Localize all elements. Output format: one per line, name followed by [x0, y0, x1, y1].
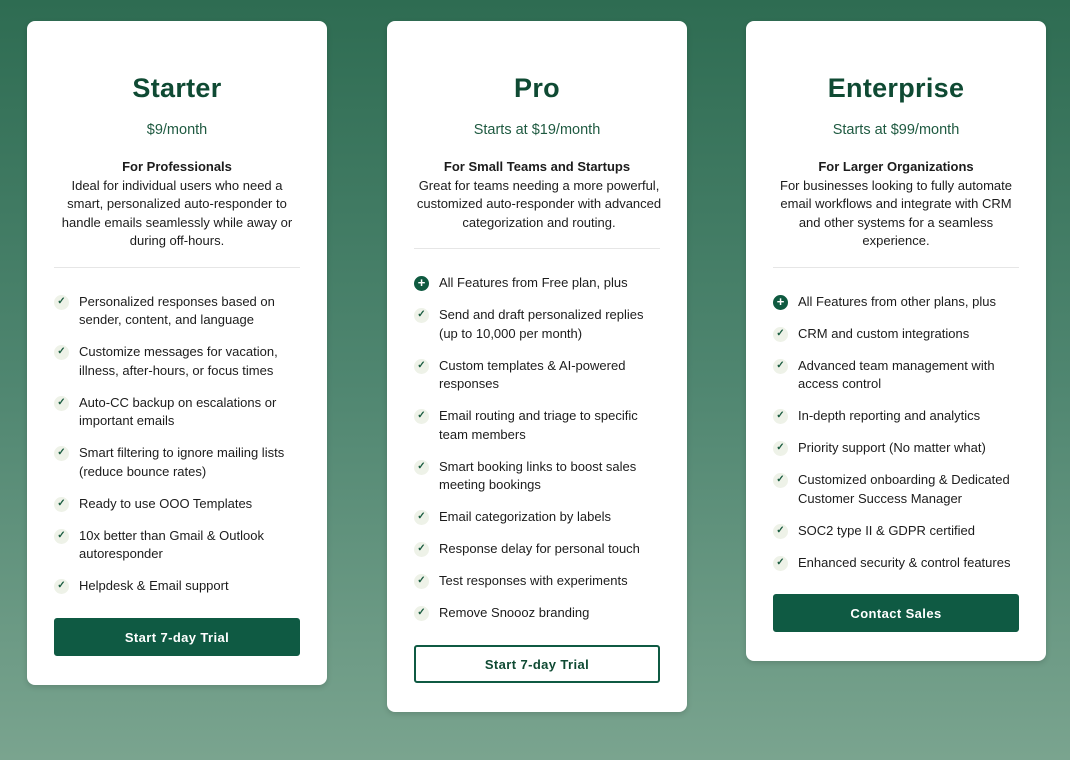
feature-list [54, 293, 300, 596]
plan-subtitle: For Larger Organizations [818, 159, 974, 174]
check-icon: ✓ [54, 396, 69, 411]
feature-item [54, 343, 300, 380]
feature-text: Smart booking links to boost sales meeting bookings [439, 458, 637, 492]
check-icon: ✓ [54, 529, 69, 544]
feature-item [414, 604, 660, 623]
plan-price: Starts at $19/month [473, 122, 601, 138]
feature-item [414, 407, 660, 444]
feature-text: All Features from other plans, plus [798, 293, 996, 309]
feature-item [414, 274, 660, 293]
feature-item [773, 522, 1019, 541]
check-icon: ✓ [414, 460, 429, 475]
check-icon: ✓ [54, 446, 69, 461]
start-trial-button[interactable]: Start 7-day Trial [54, 618, 300, 656]
feature-text: Remove Snoooz branding [439, 605, 590, 620]
feature-text: Auto-CC backup on escalations or important emails [79, 394, 277, 428]
check-icon: ✓ [54, 579, 69, 594]
feature-item [773, 357, 1019, 394]
feature-item [54, 293, 300, 330]
feature-item [54, 444, 300, 481]
divider [773, 267, 1019, 268]
divider [54, 267, 300, 268]
feature-item [773, 293, 1019, 312]
feature-item [54, 577, 300, 596]
feature-text: Email routing and triage to specific team members [439, 408, 638, 442]
feature-text: Send and draft personalized replies (up to 10,000 per month) [439, 307, 644, 341]
feature-text: Ready to use OOO Templates [79, 495, 253, 511]
pricing-card-pro [387, 21, 687, 712]
check-icon: ✓ [773, 327, 788, 342]
feature-text: Priority support (No matter what) [798, 440, 986, 455]
check-icon: ✓ [54, 497, 69, 512]
feature-item [414, 458, 660, 495]
feature-text: Customize messages for vacation, illness, after-hours, or focus times [79, 344, 278, 378]
plan-title: Enterprise [827, 73, 965, 103]
check-icon: ✓ [773, 441, 788, 456]
feature-text: Customized onboarding & Dedicated Customer Success Manager [798, 472, 1010, 506]
check-icon: ✓ [414, 409, 429, 424]
feature-text: SOC2 type II & GDPR certified [798, 522, 976, 538]
check-icon: ✓ [773, 473, 788, 488]
feature-item [773, 554, 1019, 573]
feature-text: 10x better than Gmail & Outlook autoresponder [79, 527, 264, 561]
plan-subtitle: For Small Teams and Startups [443, 159, 631, 174]
check-icon: ✓ [414, 308, 429, 323]
feature-text: All Features from Free plan, plus [439, 275, 628, 290]
check-icon: ✓ [414, 606, 429, 621]
check-icon: ✓ [773, 556, 788, 571]
check-icon: ✓ [54, 295, 69, 310]
feature-text: Custom templates & AI-powered responses [439, 357, 626, 391]
feature-item [773, 439, 1019, 458]
plan-subtitle: For Professionals [122, 159, 232, 174]
check-icon: ✓ [414, 359, 429, 374]
feature-item [54, 495, 300, 514]
plan-price: $9/month [146, 122, 208, 138]
plan-price: Starts at $99/month [832, 122, 960, 138]
feature-text: Test responses with experiments [439, 573, 628, 588]
feature-item [54, 394, 300, 431]
feature-item [773, 407, 1019, 426]
check-icon: ✓ [773, 359, 788, 374]
divider [414, 248, 660, 249]
check-icon: ✓ [414, 510, 429, 525]
feature-item [773, 471, 1019, 508]
plan-description: Great for teams needing a more powerful, customized auto-responder with advanced categorization and routing. [416, 177, 662, 230]
check-icon: ✓ [414, 542, 429, 557]
plus-circle-icon: + [414, 276, 429, 291]
check-icon: ✓ [773, 524, 788, 539]
feature-item [54, 527, 300, 564]
feature-item [414, 540, 660, 559]
check-icon: ✓ [54, 345, 69, 360]
feature-item [414, 572, 660, 591]
plan-description: For businesses looking to fully automate email workflows and integrate with CRM and other systems for a seamless experience. [780, 177, 1012, 248]
contact-sales-button[interactable]: Contact Sales [773, 594, 1019, 632]
feature-text: In-depth reporting and analytics [798, 408, 981, 423]
plan-title: Starter [132, 73, 222, 103]
start-trial-button[interactable]: Start 7-day Trial [414, 645, 660, 683]
plan-description: Ideal for individual users who need a smart, personalized auto-responder to handle emails seamlessly while away or during off-hours. [61, 177, 293, 248]
feature-list [773, 293, 1019, 573]
feature-text: Response delay for personal touch [439, 541, 640, 556]
feature-text: CRM and custom integrations [798, 325, 970, 341]
feature-text: Enhanced security & control features [798, 554, 1011, 570]
feature-text: Helpdesk & Email support [79, 578, 229, 593]
feature-item [414, 357, 660, 394]
pricing-card-starter [27, 21, 327, 685]
feature-text: Email categorization by labels [439, 509, 611, 524]
feature-item [414, 306, 660, 343]
feature-text: Advanced team management with access control [798, 357, 995, 391]
feature-list [414, 274, 660, 623]
plus-circle-icon: + [773, 295, 788, 310]
feature-item [773, 325, 1019, 344]
feature-text: Smart filtering to ignore mailing lists (reduce bounce rates) [79, 445, 285, 479]
plan-title: Pro [514, 73, 560, 103]
feature-item [414, 508, 660, 527]
check-icon: ✓ [414, 574, 429, 589]
check-icon: ✓ [773, 409, 788, 424]
pricing-card-enterprise [746, 21, 1046, 661]
feature-text: Personalized responses based on sender, content, and language [79, 293, 275, 327]
